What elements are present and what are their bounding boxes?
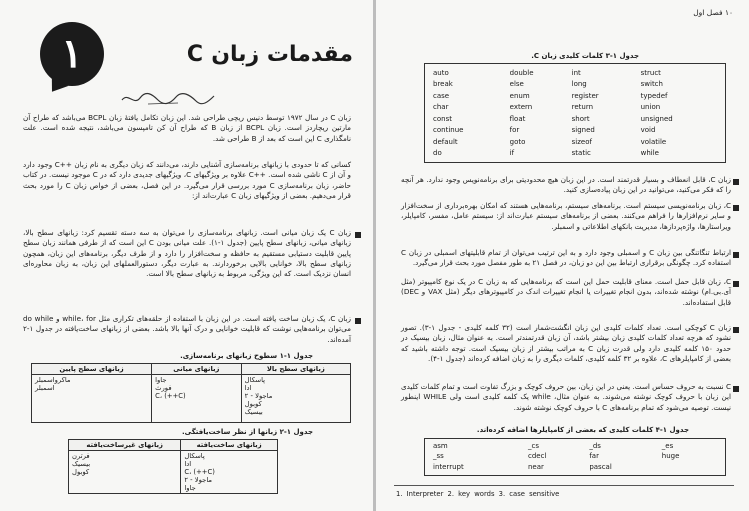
keyword-row bbox=[431, 67, 719, 79]
paragraph-case: C نسبت به حروف حساس است. یعنی در این زبان، بین حروف کوچک و بزرگ تفاوت است و تمام کلمات کلیدی این زبان با حروف کوچک نوشته می‌شوند. به عنوان مثال، while یک کلمه کلیدی است ولی WHILE اینطور نیست. توصیه می‌شود که تمام برنامه‌های C با حروف کوچک نوشته شوند. bbox=[401, 382, 731, 412]
keyword-cell: goto bbox=[509, 137, 526, 146]
keyword-row bbox=[431, 125, 719, 137]
keyword-cell: switch bbox=[640, 80, 663, 88]
keyword-cell: char bbox=[433, 103, 449, 111]
cell-item: ماجولا - ۲ bbox=[244, 392, 273, 400]
keywords-grid bbox=[431, 67, 719, 159]
paragraph-assembly: ارتباط تنگاتنگی بین زبان C و اسمبلی وجود دارد و به این ترتیب می‌توان از تمام قابلیتهای اسمبلی در زبان C استفاده کرد. چگونگی برقراری ارتباط بین این دو زبان، در فصل ۲۱ به طور مفصل مورد بحث قرار می‌گیرد. bbox=[401, 248, 731, 268]
keyword-cell: for bbox=[509, 126, 520, 134]
bullet-marker bbox=[733, 327, 739, 333]
keyword-row bbox=[431, 113, 719, 125]
keyword-row bbox=[431, 452, 719, 463]
cell-item: فرترن bbox=[72, 452, 90, 460]
cell-item: ادا bbox=[244, 384, 252, 392]
paragraph-structured: زبان C، یک زبان ساخت یافته است. در این زبان با استفاده از حلقه‌های تکراری مثل while، for و do while می‌توان برنامه‌هایی نوشت که قابلیت خوانایی و درک آنها بالا باشد. بعضی از زبانهای ساخت‌یافته در جدول ۱-۲ آمده‌اند. bbox=[23, 314, 351, 344]
keyword-cell: double bbox=[509, 68, 534, 77]
table-cell bbox=[181, 451, 278, 494]
table-cell bbox=[241, 375, 350, 423]
keyword-cell: sizeof bbox=[571, 137, 592, 146]
cell-item: کوبول bbox=[244, 400, 262, 408]
keyword-cell: union bbox=[640, 103, 661, 111]
page-header: ۱۰ فصل اول bbox=[693, 8, 733, 17]
extra-keywords-table bbox=[424, 438, 726, 476]
keyword-row bbox=[431, 102, 719, 114]
keyword-cell: volatile bbox=[640, 137, 667, 146]
keywords-table bbox=[424, 63, 726, 163]
bullet-marker bbox=[355, 318, 361, 324]
table1-caption: جدول ۱-۱ سطوح زبانهای برنامه‌سازی. bbox=[180, 352, 313, 360]
table-header: زبانهای سطح بالا bbox=[241, 364, 350, 375]
footnotes: 1. Interpreter 2. key words 3. case sensitive bbox=[396, 490, 560, 498]
keyword-cell: interrupt bbox=[433, 462, 464, 471]
cell-item: پاسکال bbox=[244, 376, 266, 384]
keyword-cell: pascal bbox=[589, 462, 612, 471]
author-signature bbox=[118, 90, 218, 108]
levels-table bbox=[31, 363, 351, 423]
chapter-number-badge: ۱ bbox=[40, 22, 104, 86]
keyword-cell: near bbox=[528, 462, 544, 471]
cell-item: ماجولا - ۲ bbox=[184, 476, 213, 484]
cell-item: اسمبلر bbox=[35, 384, 55, 392]
cell-item: جاوا bbox=[184, 484, 196, 492]
keyword-cell: float bbox=[509, 114, 526, 123]
cell-item: ماکرواسمبلر bbox=[35, 376, 71, 384]
cell-item: پاسکال bbox=[184, 452, 205, 460]
keyword-cell: default bbox=[433, 137, 458, 146]
keyword-cell: _es bbox=[661, 441, 674, 450]
cell-item: بیسیک bbox=[72, 460, 91, 468]
keyword-cell: enum bbox=[509, 91, 530, 100]
structured-table bbox=[68, 439, 278, 494]
paragraph-portable: C، زبان قابل حمل است. معنای قابلیت حمل این است که برنامه‌هایی که به زبان C در یک نوع کامپیوتر (مثل آی.بی.ام) نوشته شده‌اند، بدون انجام تغییرات یا انجام تغییرات اندک در کامپیوترهای دیگر (مثل VAX و DEC) قابل استفاده‌اند. bbox=[401, 277, 732, 307]
right-page bbox=[376, 0, 749, 511]
kw-table-caption: جدول ۱-۳ کلمات کلیدی زبان C. bbox=[531, 52, 639, 60]
cell-item: بیسیک bbox=[244, 408, 263, 416]
cell-item: فورث bbox=[155, 384, 172, 392]
keyword-cell: extern bbox=[509, 103, 533, 111]
table-header: زبانهای ساخت‌یافته bbox=[181, 440, 278, 451]
bullet-marker bbox=[733, 179, 739, 185]
table-cell bbox=[32, 375, 152, 423]
keyword-row bbox=[431, 136, 719, 148]
keyword-cell: else bbox=[509, 80, 524, 88]
table-cell bbox=[152, 375, 242, 423]
footnote-rule bbox=[394, 485, 734, 486]
keyword-cell: _ss bbox=[433, 452, 444, 460]
keyword-row bbox=[431, 148, 719, 160]
keyword-cell: signed bbox=[571, 126, 595, 134]
keyword-cell: void bbox=[640, 126, 656, 134]
chapter-title: مقدمات زبان C bbox=[186, 42, 353, 67]
cell-item: جاوا bbox=[155, 376, 167, 384]
keyword-cell: if bbox=[509, 149, 515, 157]
extra-keywords-grid bbox=[431, 441, 719, 473]
bullet-marker bbox=[355, 232, 361, 238]
table-header: زبانهای میانی bbox=[152, 364, 242, 375]
paragraph-small: زبان C کوچکی است. تعداد کلمات کلیدی این زبان انگشت‌شمار است (۳۲ کلمه کلیدی - جدول ۱-۳). تصور نشود که هرچه تعداد کلمات کلیدی زبان بیشتر باشد، آن زبان قدرتمندتر است. به عنوان مثال، زبان بیسیک در حدود ۱۵۰ کلمه کلیدی دارد ولی قدرت زبان C به مراتب بیشتر از زبان بیسیک است. توجه داشته باشید که بعضی از کامپایلرهای C، علاوه بر ۳۲ کلمه کلیدی، کلمات دیگری را به زبان اضافه کرده‌اند (جدول ۱-۴). bbox=[401, 323, 732, 363]
keyword-cell: asm bbox=[433, 441, 448, 450]
cell-item: C، (++C) bbox=[155, 392, 186, 400]
paragraph-history: زبان C در سال ۱۹۷۲ توسط دنیس ریچی طراحی شد. این زبان تکامل یافتهٔ زبان BCPL می‌باشد که طراح آن مارتین ریچاردز است. زبان BCPL از زبان B که طراح آن کن تامپسون می‌باشد، نتیجه شده است. علت نامگذاری C این است که بعد از B طراحی شد. bbox=[23, 113, 351, 143]
table2-caption: جدول ۱-۲ زبانها از نظر ساخت‌یافتگی. bbox=[181, 428, 313, 436]
keyword-cell: auto bbox=[433, 68, 449, 77]
table-header: زبانهای سطح پایین bbox=[32, 364, 152, 375]
keyword-cell: _ds bbox=[589, 441, 601, 450]
keyword-row bbox=[431, 90, 719, 102]
keyword-cell: cdecl bbox=[528, 452, 547, 460]
keyword-cell: const bbox=[433, 114, 452, 123]
paragraph-cpp: کسانی که تا حدودی با زبانهای برنامه‌سازی آشنایی دارند، می‌دانند که زبان دیگری به نام زبان ++C وجود دارد و آن از C ناشی شده است. ++C علاوه بر ویژگیهای C، ویژگیهای جدیدی دارد که در C موجود نیست. در کتاب حاضر، زبان برنامه‌سازی C مورد بررسی قرار می‌گیرد. در این فصل، بعضی از خواص زبان C را مورد بحث قرار می‌دهیم. بعضی از ویژگیهای زبان C عبارت‌اند از: bbox=[23, 160, 352, 200]
bullet-marker bbox=[733, 252, 739, 258]
table-cell bbox=[69, 451, 181, 494]
bullet-marker bbox=[733, 281, 739, 287]
keyword-row bbox=[431, 462, 719, 473]
keyword-cell: case bbox=[433, 91, 450, 100]
cell-item: کوبول bbox=[72, 468, 90, 476]
keyword-cell: break bbox=[433, 80, 453, 88]
paragraph-system: C، زبان برنامه‌نویسی سیستم است. برنامه‌های سیستم، برنامه‌هایی هستند که امکان بهره‌برداری از سخت‌افزار و سایر نرم‌افزارها را فراهم می‌کنند. بعضی از برنامه‌های سیستم عبارت‌اند از: سیستم عامل، مفسر، کامپایلر، ویراستارها، واژه‌پردازها، مدیریت بانکهای اطلاعاتی و اسمبلر. bbox=[401, 201, 731, 231]
keyword-cell: _cs bbox=[528, 441, 539, 450]
keyword-cell: short bbox=[571, 114, 590, 123]
keyword-cell: struct bbox=[640, 68, 661, 77]
keyword-cell: while bbox=[640, 149, 659, 157]
keyword-cell: int bbox=[571, 68, 581, 77]
keyword-row bbox=[431, 79, 719, 91]
keyword-cell: static bbox=[571, 149, 591, 157]
paragraph-middle-level: زبان C یک زبان میانی است. زبانهای برنامه‌سازی را می‌توان به سه دسته تقسیم کرد: زبانهای سطح بالا، زبانهای میانی، زبانهای سطح پایین (جدول ۱-۱). علت میانی بودن C این است که از طرفی همانند زبان سطح پایین قابلیت دستیابی مستقیم به حافظه و سخت‌افزار را دارد و از طرف دیگر، برنامه‌های این زبان، همچون زبانهای سطح بالا، خوانایی بالایی برخوردارند. به عبارت دیگر، دستورالعملهای این زبان، به زبان محاوره‌ای انسان نزدیک است. که این ویژگی، مربوط به زبانهای سطح بالا است. bbox=[23, 228, 351, 279]
keyword-row bbox=[431, 441, 719, 452]
cell-item: ادا bbox=[184, 460, 192, 468]
bullet-marker bbox=[733, 205, 739, 211]
keyword-cell: typedef bbox=[640, 91, 668, 100]
left-page bbox=[0, 0, 373, 511]
keyword-cell: far bbox=[589, 452, 599, 460]
kw2-caption: جدول ۱-۴ کلمات کلیدی که بعضی از کامپایلرها اضافه کرده‌اند. bbox=[476, 426, 689, 434]
table-header: زبانهای غیرساخت‌یافته bbox=[69, 440, 181, 451]
keyword-cell: register bbox=[571, 91, 599, 100]
keyword-cell: huge bbox=[661, 452, 680, 460]
keyword-cell: do bbox=[433, 149, 442, 157]
cell-item: C، (++C) bbox=[184, 468, 215, 476]
keyword-cell: unsigned bbox=[640, 114, 673, 123]
keyword-cell: return bbox=[571, 103, 594, 111]
keyword-cell: long bbox=[571, 80, 587, 88]
keyword-cell bbox=[660, 462, 719, 473]
keyword-cell: continue bbox=[433, 126, 464, 134]
paragraph-flexible: زبان C، قابل انعطاف و بسیار قدرتمند است. در این زبان هیچ محدودیتی برای برنامه‌نویس وجود ندارد. هر آنچه را که فکر می‌کنید، می‌توانید در این زبان پیاده‌سازی کنید. bbox=[401, 175, 731, 195]
bullet-marker bbox=[733, 386, 739, 392]
